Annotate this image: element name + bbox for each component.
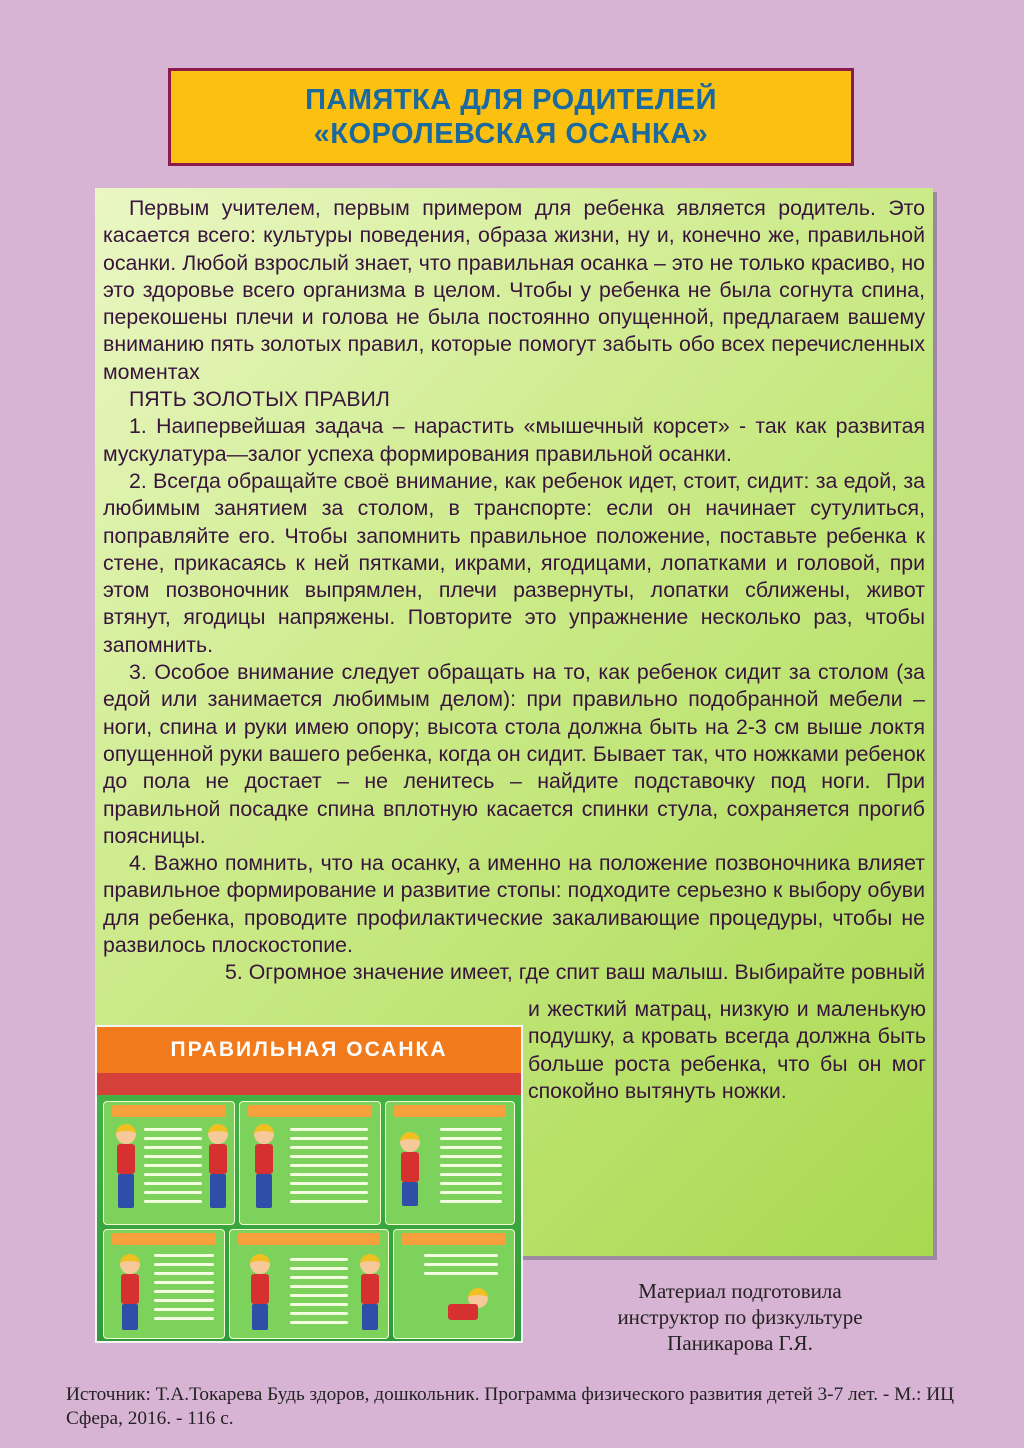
poster-text-lines — [144, 1128, 202, 1209]
poster-text-lines — [440, 1128, 502, 1209]
poster-cell-carrying — [229, 1229, 389, 1339]
kid-illustration — [118, 1174, 134, 1208]
kid-illustration — [251, 1274, 269, 1304]
cell-label — [238, 1233, 380, 1245]
main-text — [103, 195, 925, 987]
poster-header — [97, 1027, 521, 1073]
cell-label — [248, 1105, 372, 1117]
rule-4: 4. Важно помнить, что на осанку, а именно на положение позвоночника влияет правильное формирование и развитие стопы: подходите серьезно к выбору обуви для ребенка, проводите профилактические закаливающие процедуры, чтобы не развилось плоскостопие. — [103, 851, 925, 958]
rule-5-start: 5. Огромное значение имеет, где спит ваш малыш. Выбирайте ровный — [225, 960, 925, 985]
kid-illustration — [402, 1182, 418, 1206]
kid-illustration — [120, 1254, 140, 1274]
kid-illustration — [362, 1304, 378, 1330]
posture-poster — [95, 1025, 523, 1343]
rules-heading: ПЯТЬ ЗОЛОТЫХ ПРАВИЛ — [129, 387, 390, 412]
kid-illustration — [122, 1304, 138, 1330]
poster-cell-standing — [103, 1101, 235, 1225]
kid-illustration — [209, 1144, 227, 1174]
poster-text-lines — [424, 1254, 498, 1281]
credit-line-1: Материал подготовила — [638, 1279, 842, 1303]
kid-illustration — [116, 1124, 136, 1144]
rule-1: 1. Наипервейшая задача – нарастить «мышечный корсет» - так как развитая мускулатура—залог успеха формирования правильной осанки. — [103, 414, 925, 466]
kid-illustration — [121, 1274, 139, 1304]
rule-3: 3. Особое внимание следует обращать на то, как ребенок сидит за столом (за едой или занимается любимым делом): при правильно подобранной мебели – ноги, спина и руки имею опору; высота стола должна быть на 2-3 см выше локтя опущенной руки вашего ребенка, когда он сидит. Бывает так, что ножками ребенок до пола не достает – не ленитесь – найдите подставочку под ноги. При правильной посадке спина вплотную касается спинки стула, сохраняется прогиб поясницы. — [103, 660, 925, 848]
poster-cell-sitting — [385, 1101, 515, 1225]
credit-block — [590, 1278, 890, 1356]
title-line-2: «КОРОЛЕВСКАЯ ОСАНКА» — [313, 118, 709, 150]
kid-illustration — [250, 1254, 270, 1274]
cell-label — [394, 1105, 506, 1117]
cell-label — [402, 1233, 506, 1245]
credit-author: Паникарова Г.Я. — [667, 1331, 813, 1355]
rule-2: 2. Всегда обращайте своё внимание, как ребенок идет, стоит, сидит: за едой, за любимым занятием за столом, в транспорте: если он начинает сутулиться, поправляйте его. Чтобы запомнить правильное положение, поставьте ребенка к стене, прикасаясь к ней пятками, икрами, ягодицами, лопатками и головой, при этом позвоночник выпрямлен, плечи развернуты, лопатки сближены, живот втянут, ягодицы напряжены. Повторите это упражнение несколько раз, чтобы запомнить. — [103, 468, 925, 657]
kid-illustration — [255, 1144, 273, 1174]
kid-illustration — [117, 1144, 135, 1174]
poster-text-lines — [290, 1128, 368, 1209]
credit-line-2: инструктор по физкультуре — [617, 1305, 863, 1329]
kid-illustration — [361, 1274, 379, 1304]
kid-illustration — [400, 1132, 420, 1152]
cell-label — [112, 1105, 226, 1117]
kid-illustration — [448, 1304, 478, 1320]
poster-cell-walking — [239, 1101, 381, 1225]
poster-cell-lifting — [103, 1229, 225, 1339]
kid-illustration — [401, 1152, 419, 1182]
kid-illustration — [210, 1174, 226, 1208]
source-citation: Источник: Т.А.Токарева Будь здоров, дошкольник. Программа физического развития детей 3-7 лет. - М.: ИЦ Сфера, 2016. - 116 с. — [66, 1384, 955, 1429]
kid-illustration — [254, 1124, 274, 1144]
kid-illustration — [360, 1254, 380, 1274]
poster-subtitle-bar — [97, 1073, 521, 1095]
kid-illustration — [252, 1304, 268, 1330]
kid-illustration — [256, 1174, 272, 1208]
poster-text-lines — [290, 1258, 348, 1330]
kid-illustration — [208, 1124, 228, 1144]
poster-cell-cleaning — [393, 1229, 515, 1339]
title-banner — [168, 68, 854, 166]
poster-title: ПРАВИЛЬНАЯ ОСАНКА — [170, 1038, 448, 1061]
rule-5-end: и жесткий матрац, низкую и маленькую подушку, а кровать всегда должна быть больше роста ребенка, что бы он мог спокойно вытянуть ножки. — [528, 997, 926, 1103]
intro-paragraph: Первым учителем, первым примером для ребенка является родитель. Это касается всего: культуры поведения, образа жизни, ну и, конечно же, правильной осанки. Любой взрослый знает, что правильная осанка – это не только красиво, но это здоровье всего организма в целом. Чтобы у ребенка не была согнута спина, перекошены плечи и голова не была постоянно опущенной, предлагаем вашему вниманию пять золотых правил, которые помогут забыть обо всех перечисленных моментах — [103, 196, 925, 384]
cell-label — [112, 1233, 216, 1245]
poster-text-lines — [154, 1254, 214, 1326]
title-line-1: ПАМЯТКА ДЛЯ РОДИТЕЛЕЙ — [305, 84, 717, 116]
